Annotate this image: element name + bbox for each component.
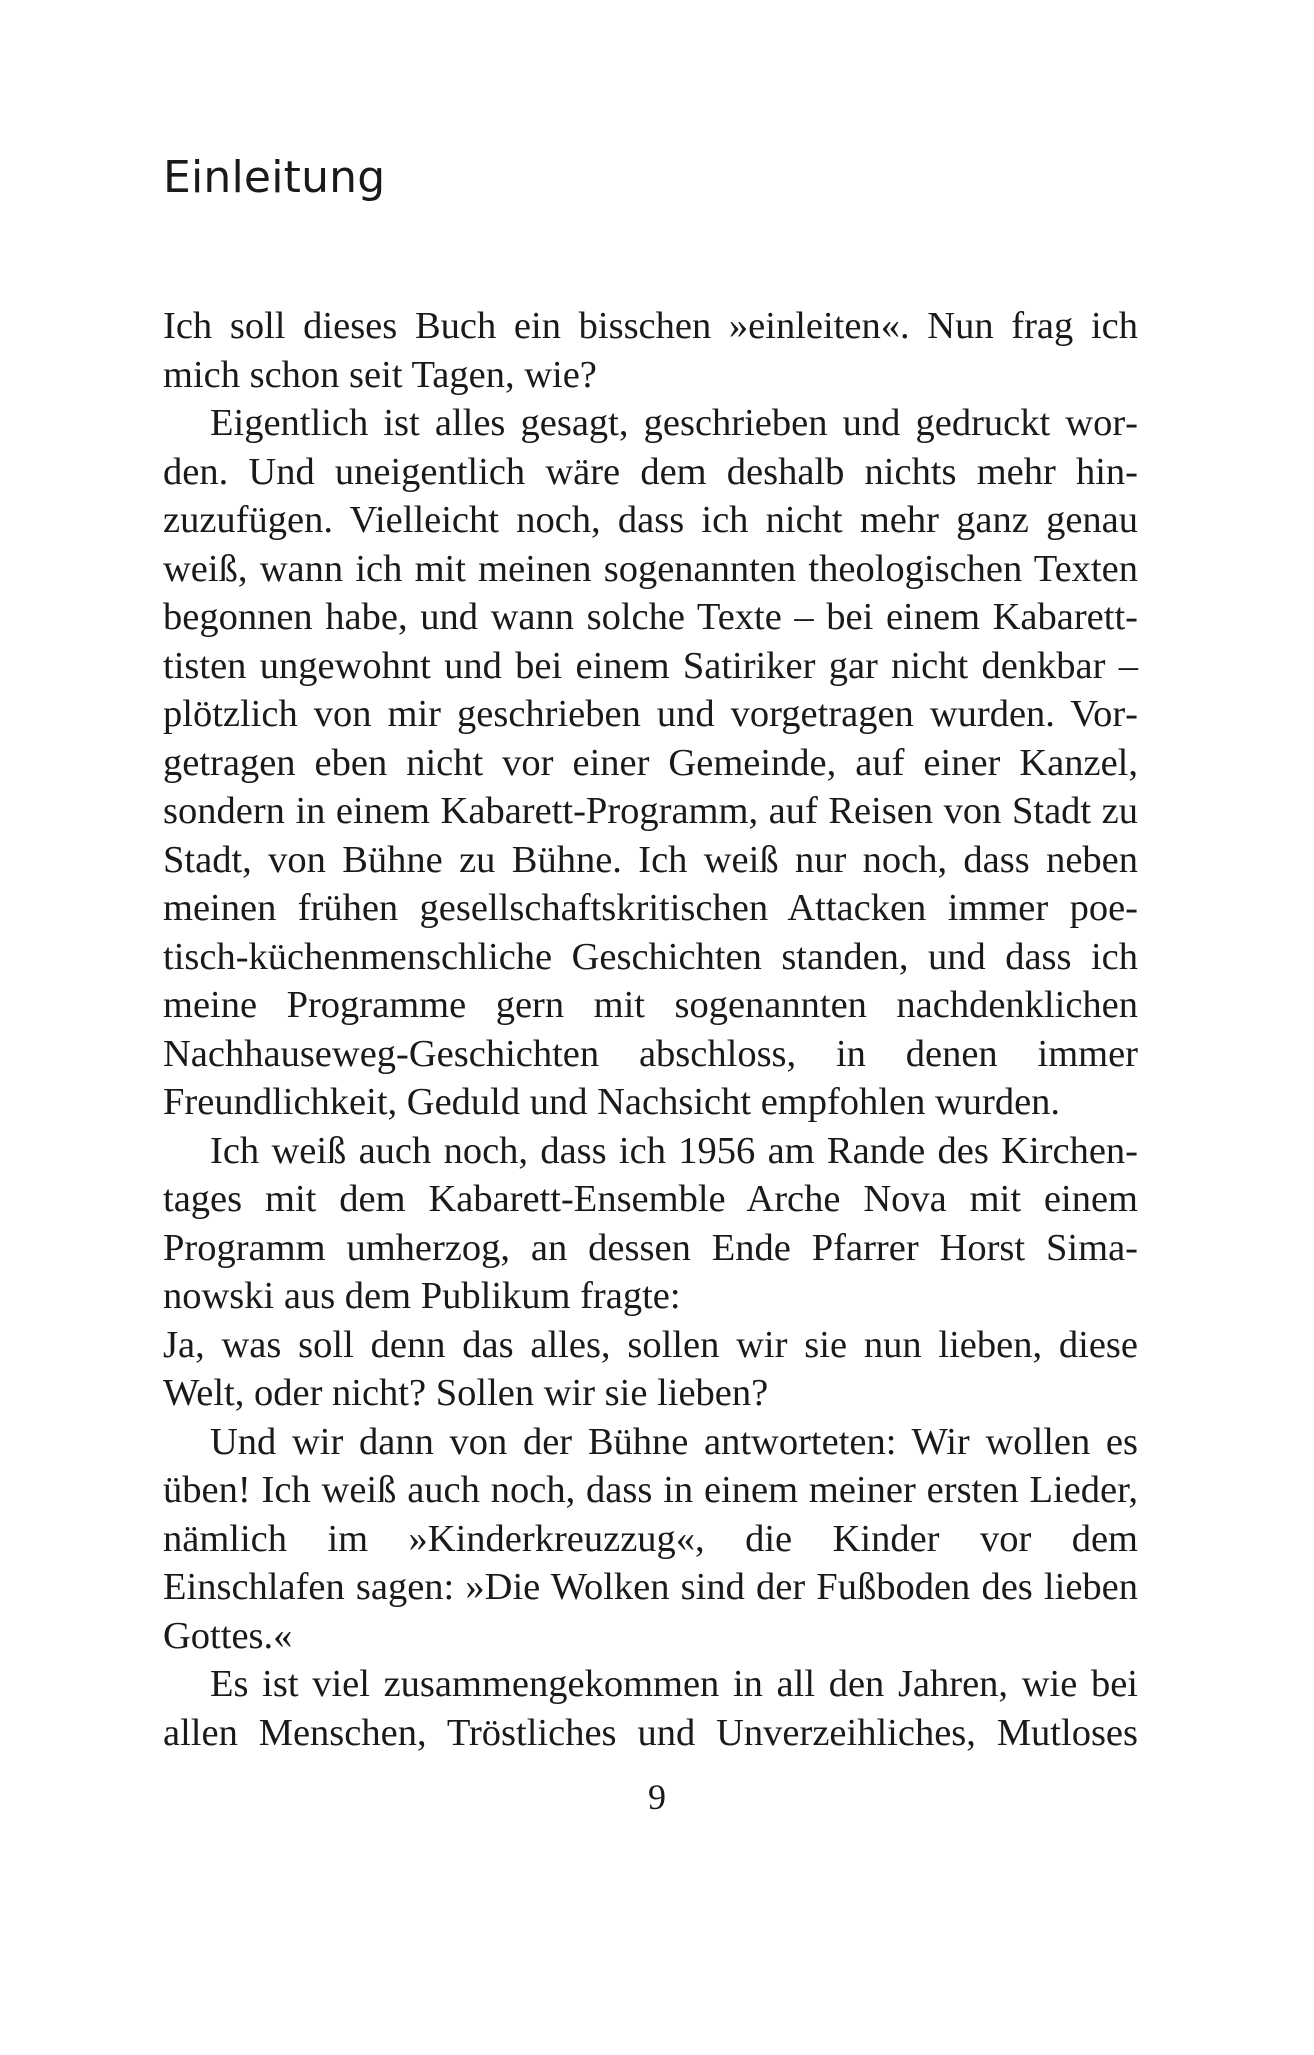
paragraph-1: Ich soll dieses Buch ein bisschen »einleiten«. Nun frag ich mich schon seit Tagen, wie?: [163, 305, 1138, 396]
chapter-heading: Einleitung: [163, 152, 386, 203]
body-text: [163, 302, 1138, 1757]
paragraph-2: Eigentlich ist alles gesagt, geschrieben und gedruckt worden. Und uneigentlich wäre dem deshalb nichts mehr hinzuzufügen. Vielleicht noch, dass ich nicht mehr ganz genau weiß, wann ich mit meinen sogenannten theologischen Texten begonnen habe, und wann solche Texte – bei einem Kabaretttisten ungewohnt und bei einem Satiriker gar nicht denkbar – plötzlich von mir geschrieben und vorgetragen wurden. Vorgetragen eben nicht vor einer Gemeinde, auf einer Kanzel, sondern in einem Kabarett-Programm, auf Reisen von Stadt zu Stadt, von Bühne zu Bühne. Ich weiß nur noch, dass neben meinen frühen gesellschaftskritischen Attacken immer poetisch-küchenmenschliche Geschichten standen, und dass ich meine Programme gern mit sogenannten nachdenklichen Nachhauseweg-Geschichten abschloss, in denen immer Freundlichkeit, Geduld und Nachsicht empfohlen wurden.: [163, 402, 1138, 1123]
paragraph-4: Ja, was soll denn das alles, sollen wir sie nun lieben, diese Welt, oder nicht? Sollen wir sie lieben?: [163, 1323, 1138, 1414]
page-number: 9: [648, 1777, 666, 1817]
paragraph-6: Es ist viel zusammengekommen in all den Jahren, wie bei allen Menschen, Tröstliches und Unverzeihliches, Mutloses: [163, 1663, 1138, 1754]
paragraph-3: Ich weiß auch noch, dass ich 1956 am Rande des Kirchentages mit dem Kabarett-Ensemble Arche Nova mit einem Programm umherzog, an dessen Ende Pfarrer Horst Simanowski aus dem Publikum fragte:: [163, 1129, 1138, 1317]
paragraph-5: Und wir dann von der Bühne antworteten: Wir wollen es üben! Ich weiß auch noch, dass in einem meiner ersten Lieder, nämlich im »Kinderkreuzzug«, die Kinder vor dem Einschlafen sagen: »Die Wolken sind der Fußboden des lieben Gottes.«: [163, 1420, 1138, 1657]
